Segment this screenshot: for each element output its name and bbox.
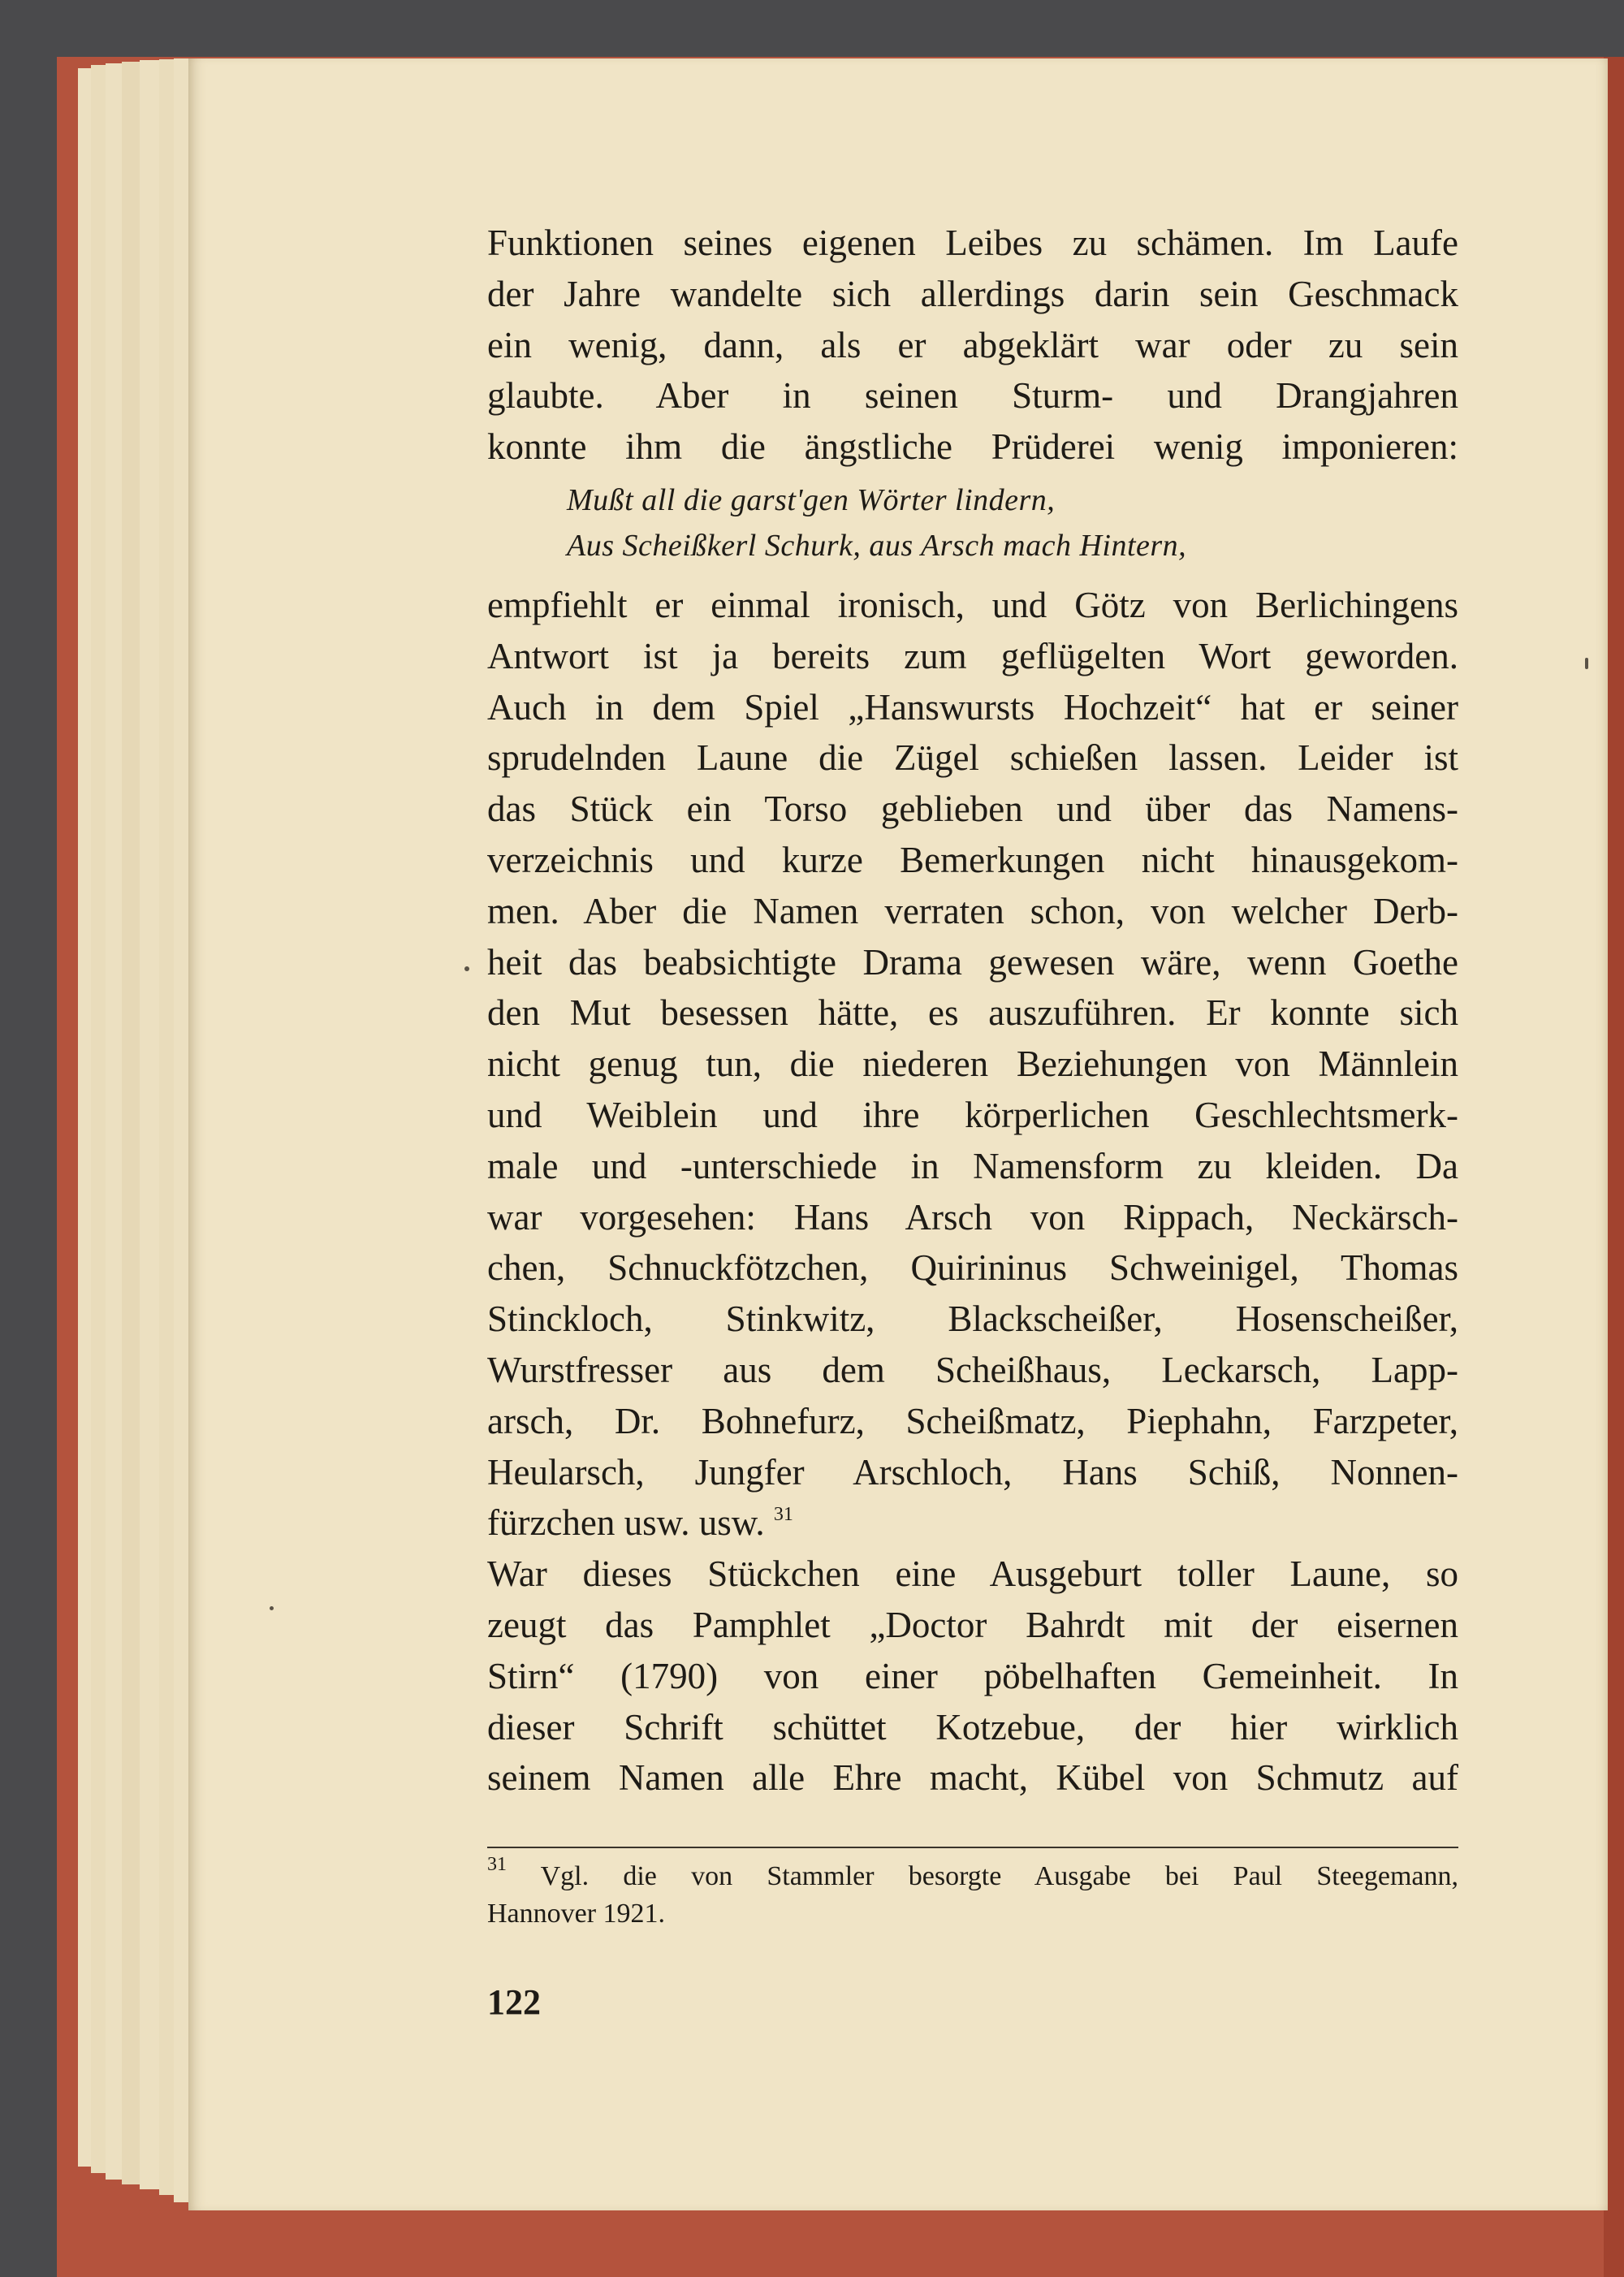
footnote-line	[487, 1854, 1459, 1895]
text-line: Stirn“ (1790) von einer pöbelhaften Gemeinheit. In	[487, 1655, 1458, 1696]
text-line: war vorgesehen: Hans Arsch von Rippach, Neckärsch-	[487, 1196, 1458, 1238]
text-line: nicht genug tun, die niederen Beziehungen von Männlein	[487, 1043, 1458, 1085]
text-line: ein wenig, dann, als er abgeklärt war oder zu sein	[487, 324, 1458, 365]
line-text: fürzchen usw. usw.	[487, 1502, 765, 1544]
text-line: male und -unterschiede in Namensform zu kleiden. Da	[487, 1145, 1458, 1186]
paper-speck	[270, 1606, 274, 1610]
text-line: Heularsch, Jungfer Arschloch, Hans Schiß, Nonnen-	[487, 1451, 1458, 1493]
text-line	[487, 1497, 1458, 1549]
text-line: dieser Schrift schüttet Kotzebue, der hier wirklich	[487, 1706, 1458, 1748]
verse-line: Aus Scheißkerl Schurk, aus Arsch mach Hintern,	[567, 528, 1187, 563]
text-line: Stinckloch, Stinkwitz, Blackscheißer, Hosenscheißer,	[487, 1298, 1458, 1340]
text-line: seinem Namen alle Ehre macht, Kübel von Schmutz auf	[487, 1757, 1458, 1799]
text-line: und Weiblein und ihre körperlichen Geschlechtsmerk-	[487, 1094, 1458, 1135]
text-line: Funktionen seines eigenen Leibes zu schämen. Im Laufe	[487, 223, 1458, 263]
text-line: Wurstfresser aus dem Scheißhaus, Leckarsch, Lapp-	[487, 1349, 1458, 1390]
text-line: heit das beabsichtigte Drama gewesen wäre, wenn Goethe	[487, 941, 1458, 983]
text-line: arsch, Dr. Bohnefurz, Scheißmatz, Piephahn, Farzpeter,	[487, 1400, 1458, 1441]
footnote-number: 31	[487, 1854, 507, 1875]
main-text	[487, 218, 1458, 1804]
text-line: War dieses Stückchen eine Ausgeburt toller Laune, so	[487, 1553, 1458, 1595]
footnote-line: Hannover 1921.	[487, 1899, 666, 1929]
page-number: 122	[487, 1982, 541, 2022]
text-line: men. Aber die Namen verraten schon, von welcher Derb-	[487, 890, 1458, 931]
footnote	[487, 1854, 1459, 1933]
page-edge	[174, 58, 190, 2202]
text-line: chen, Schnuckfötzchen, Quirininus Schweinigel, Thomas	[487, 1247, 1458, 1289]
paper-speck	[464, 966, 469, 971]
text-line: glaubte. Aber in seinen Sturm- und Drangjahren	[487, 375, 1458, 417]
text-line: das Stück ein Torso geblieben und über das Namens-	[487, 789, 1458, 830]
verse-line: Mußt all die garst'gen Wörter lindern,	[567, 482, 1056, 517]
text-line: der Jahre wandelte sich allerdings darin sein Geschmack	[487, 273, 1458, 314]
paper-speck	[1585, 658, 1588, 669]
text-line: sprudelnden Laune die Zügel schießen lassen. Leider ist	[487, 737, 1458, 779]
text-line: verzeichnis und kurze Bemerkungen nicht hinausgekom-	[487, 839, 1458, 880]
footnote-separator	[487, 1847, 1458, 1848]
text-line: Auch in dem Spiel „Hanswursts Hochzeit“ hat er seiner	[487, 686, 1458, 728]
footnote-text: Vgl. die von Stammler besorgte Ausgabe bei Paul Steegemann,	[540, 1861, 1459, 1891]
text-line: den Mut besessen hätte, es auszuführen. Er konnte sich	[487, 992, 1458, 1034]
text-line: empfiehlt er einmal ironisch, und Götz von Berlichingens	[487, 584, 1458, 625]
text-line: konnte ihm die ängstliche Prüderei wenig imponieren:	[487, 426, 1458, 468]
text-line: zeugt das Pamphlet „Doctor Bahrdt mit der eisernen	[487, 1604, 1458, 1645]
text-line: Antwort ist ja bereits zum geflügelten Wort geworden.	[487, 635, 1458, 676]
footnote-reference[interactable]: 31	[773, 1504, 793, 1526]
